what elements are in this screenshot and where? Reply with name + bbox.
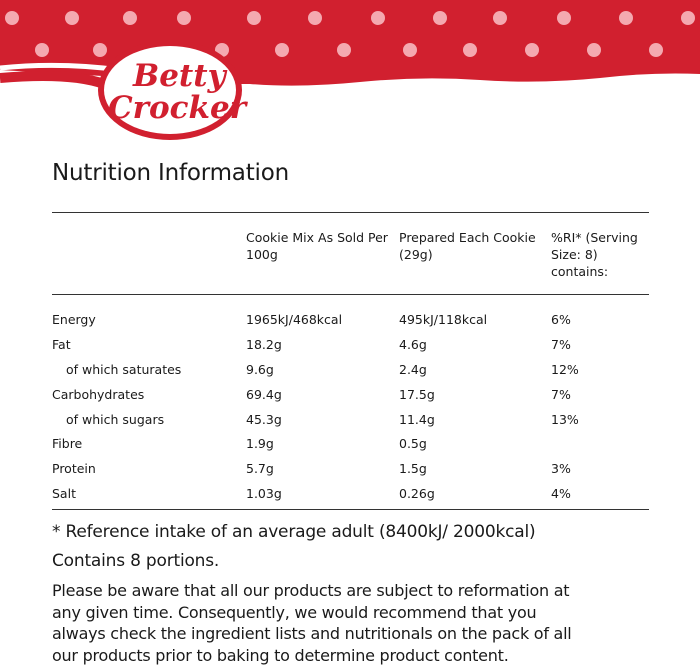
value-prepared: 2.4g	[399, 361, 427, 377]
nutrient-name: of which saturates	[66, 361, 182, 377]
table-row	[52, 484, 649, 509]
value-ri: 4%	[551, 486, 571, 502]
value-as-sold: 1.9g	[246, 436, 274, 452]
value-as-sold: 69.4g	[246, 386, 282, 402]
value-ri: 6%	[551, 312, 571, 327]
nutrient-name: Salt	[52, 486, 76, 502]
value-as-sold: 18.2g	[246, 336, 282, 352]
table-bottom-rule	[52, 509, 649, 510]
table-row	[52, 310, 649, 335]
reference-intake-footnote: * Reference intake of an average adult (8400kJ/ 2000kcal)	[52, 522, 536, 542]
portions-note: Contains 8 portions.	[52, 551, 220, 571]
column-header-prepared: Prepared Each Cookie (29g)	[399, 230, 536, 262]
table-row	[52, 360, 649, 385]
value-ri: 7%	[551, 386, 571, 402]
value-prepared: 4.6g	[399, 336, 427, 352]
nutrient-name: Fat	[52, 336, 71, 352]
table-header-rule	[52, 294, 649, 295]
nutrient-name: of which sugars	[66, 411, 165, 427]
reformulation-disclaimer	[52, 580, 652, 666]
brand-banner	[0, 0, 700, 145]
logo-line1: Betty	[133, 58, 226, 94]
value-as-sold: 1965kJ/468kcal	[246, 312, 343, 327]
value-as-sold: 5.7g	[246, 461, 274, 477]
table-row	[52, 459, 649, 484]
value-prepared: 1.5g	[399, 461, 427, 477]
value-as-sold: 9.6g	[246, 361, 274, 377]
nutrient-name: Energy	[52, 312, 96, 327]
nutrient-name: Carbohydrates	[52, 386, 145, 402]
column-header-ri: %RI* (Serving Size: 8) contains:	[551, 230, 638, 279]
nutrient-name: Fibre	[52, 436, 83, 452]
page-title: Nutrition Information	[52, 160, 289, 186]
table-row	[52, 335, 649, 360]
value-prepared: 0.26g	[399, 486, 435, 502]
value-ri: 7%	[551, 336, 571, 352]
nutrient-name: Protein	[52, 461, 96, 477]
disclaimer-line: our products prior to baking to determine product content.	[52, 645, 509, 665]
value-as-sold: 45.3g	[246, 411, 282, 427]
table-row	[52, 410, 649, 435]
logo-text-layer	[0, 0, 700, 145]
logo-line2: Crocker	[108, 90, 247, 126]
value-prepared: 0.5g	[399, 436, 427, 452]
value-prepared: 495kJ/118kcal	[399, 312, 488, 327]
value-ri: 12%	[551, 361, 579, 377]
value-ri: 13%	[551, 411, 579, 427]
disclaimer-line: always check the ingredient lists and nutritionals on the pack of all	[52, 624, 572, 643]
table-row	[52, 434, 649, 459]
column-header-as-sold: Cookie Mix As Sold Per 100g	[246, 230, 388, 262]
value-prepared: 17.5g	[399, 386, 435, 402]
table-row	[52, 385, 649, 410]
value-as-sold: 1.03g	[246, 486, 282, 502]
table-top-rule	[52, 212, 649, 213]
nutrition-table-body	[52, 310, 649, 509]
disclaimer-line: any given time. Consequently, we would recommend that you	[52, 602, 537, 622]
disclaimer-line: Please be aware that all our products are subject to reformation at	[52, 581, 570, 600]
value-ri: 3%	[551, 461, 571, 477]
value-prepared: 11.4g	[399, 411, 435, 427]
